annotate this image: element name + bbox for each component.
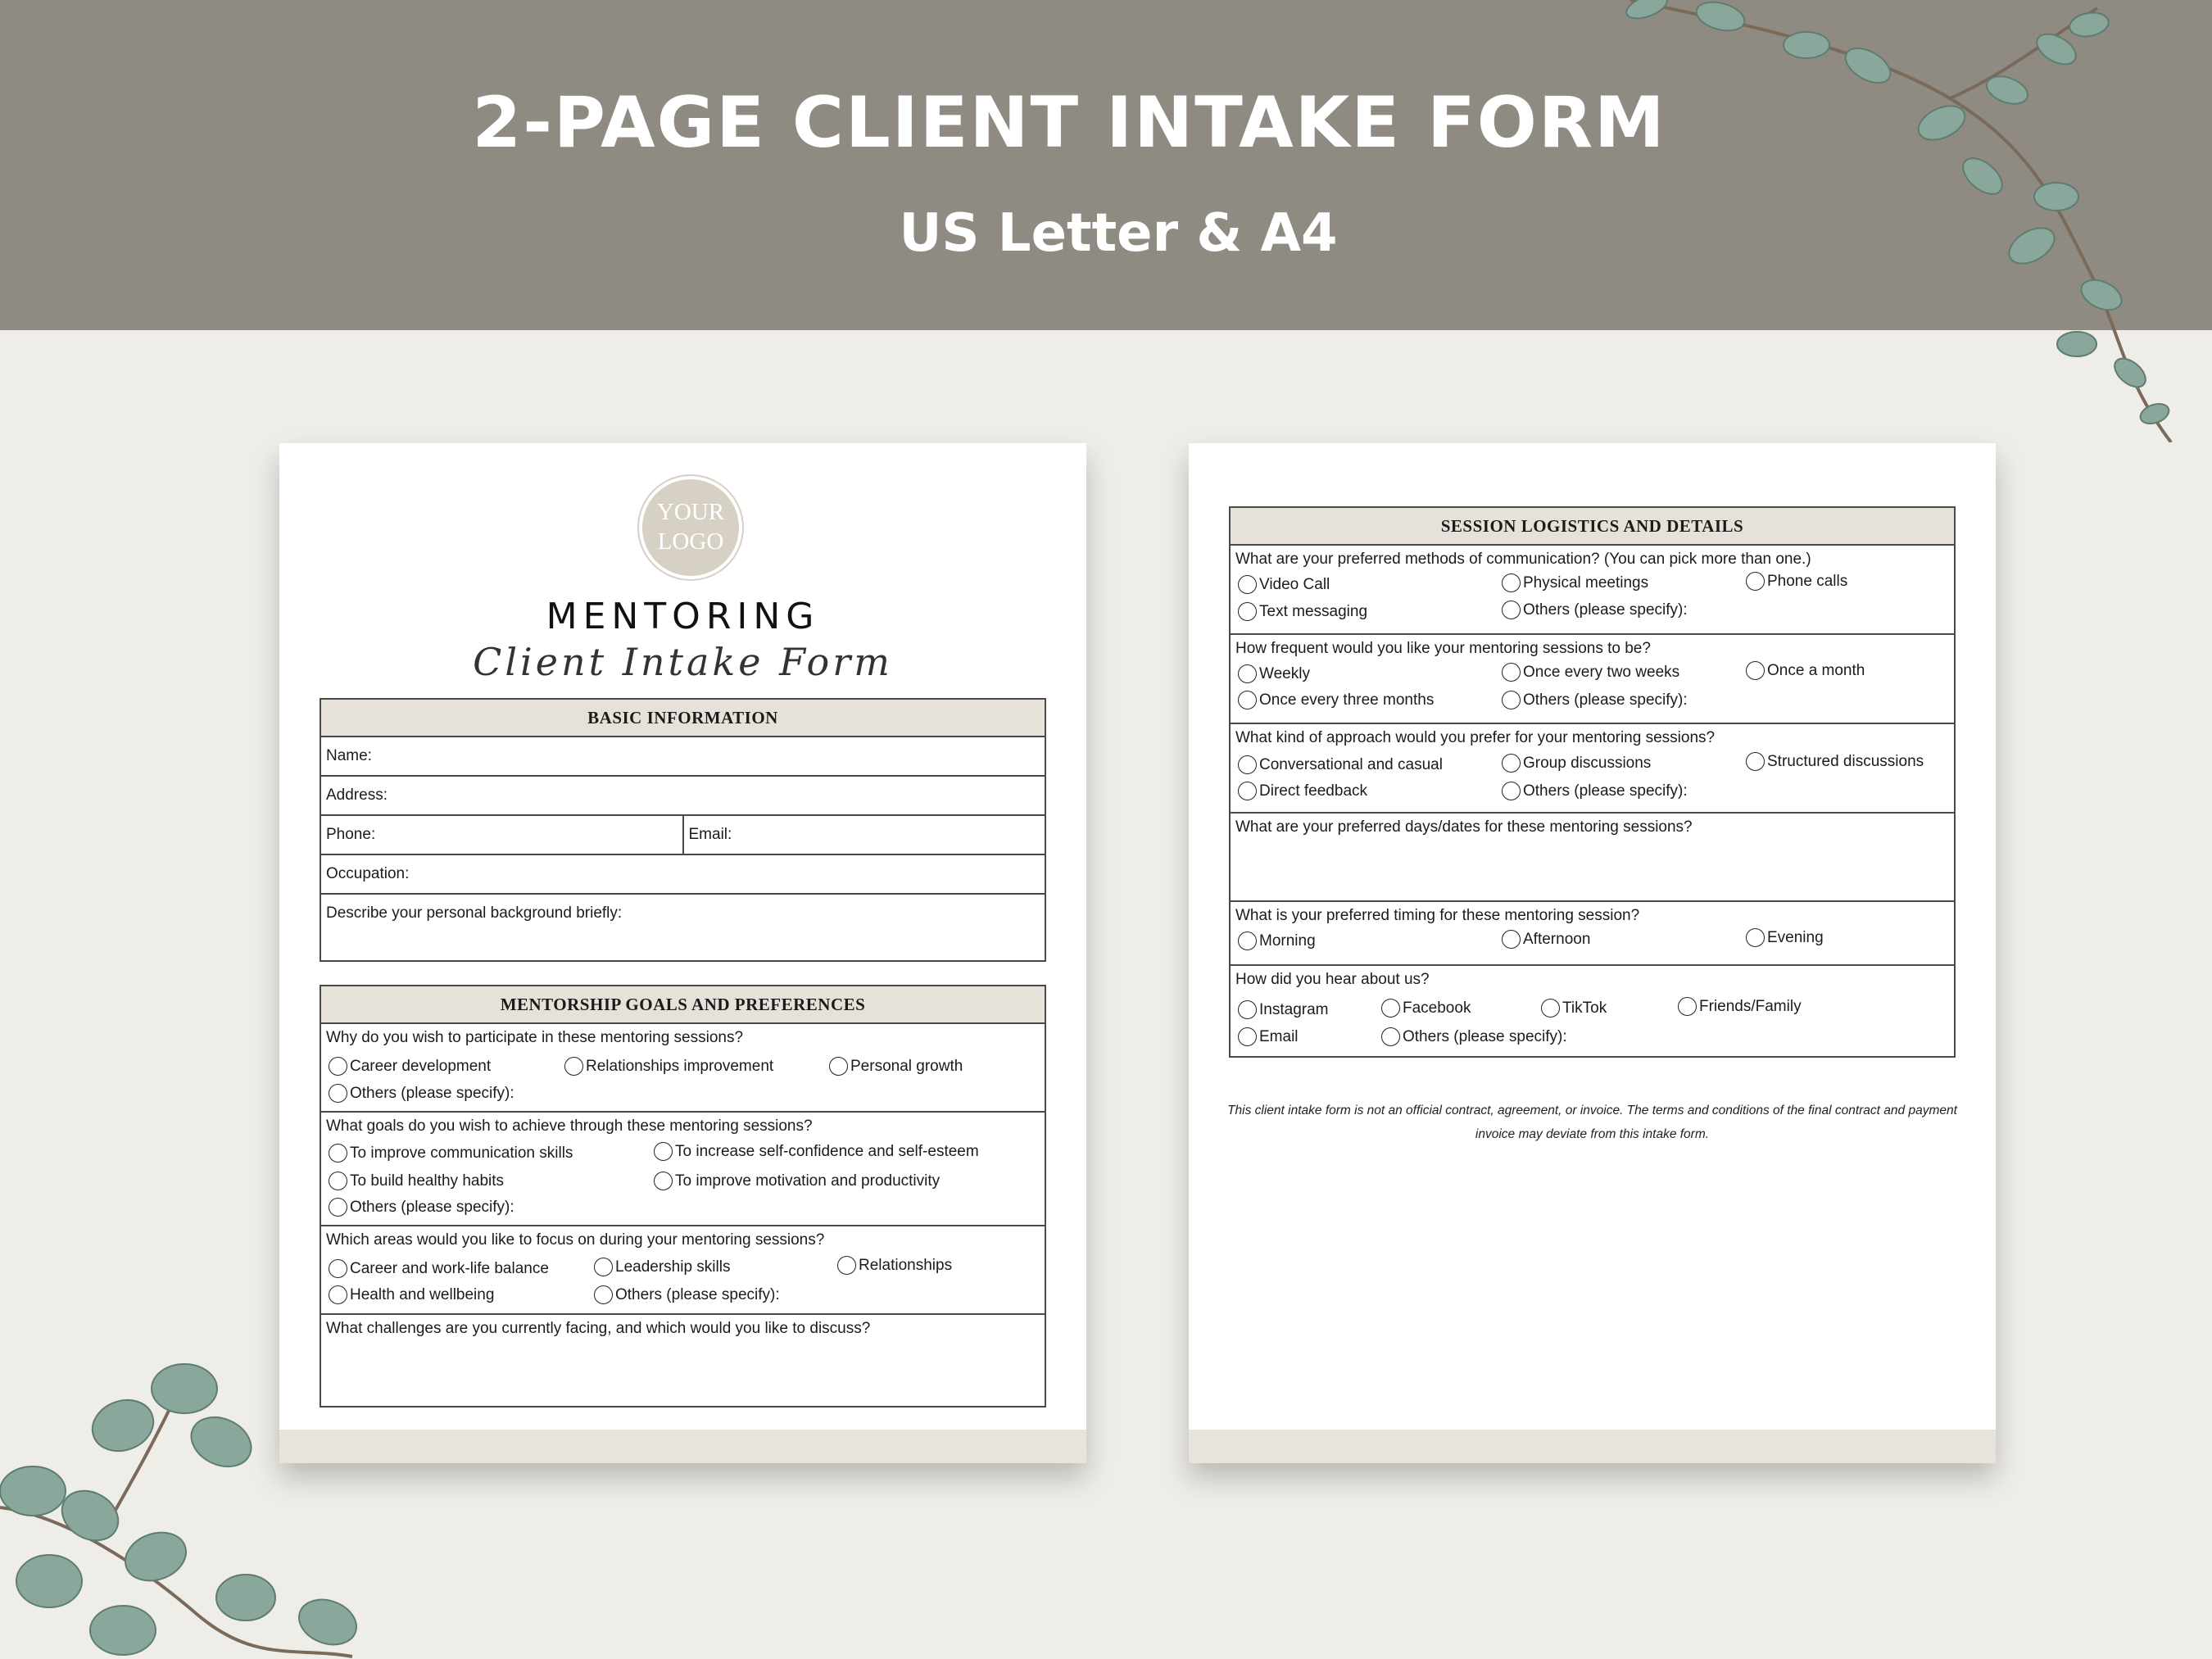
question-communication-methods (1231, 546, 1954, 635)
option-healthy-habits[interactable]: To build healthy habits (329, 1172, 504, 1190)
option-structured-discussions[interactable]: Structured discussions (1746, 752, 1924, 771)
option-morning[interactable]: Morning (1238, 931, 1316, 950)
radio-button[interactable] (1238, 931, 1257, 950)
question-text: Which areas would you like to focus on during your mentoring sessions? (326, 1231, 825, 1249)
radio-button[interactable] (1238, 782, 1257, 800)
intake-form-page-1 (279, 443, 1086, 1463)
banner-subtitle: US Letter & A4 (899, 203, 1338, 264)
option-career-development[interactable]: Career development (329, 1057, 491, 1076)
radio-button[interactable] (1238, 1000, 1257, 1019)
radio-button[interactable] (329, 1198, 347, 1217)
question-hear-about-us (1231, 966, 1954, 1056)
option-leadership-skills[interactable]: Leadership skills (594, 1258, 730, 1276)
address-row (321, 777, 1045, 816)
option-afternoon[interactable]: Afternoon (1502, 930, 1590, 949)
option-career-work-life[interactable]: Career and work-life balance (329, 1259, 549, 1278)
banner-title: 2-PAGE CLIENT INTAKE FORM (472, 82, 1666, 164)
section-header: SESSION LOGISTICS AND DETAILS (1231, 508, 1954, 546)
question-text: What goals do you wish to achieve through these mentoring sessions? (326, 1117, 813, 1135)
option-relationships[interactable]: Relationships (837, 1256, 952, 1275)
option-instagram[interactable]: Instagram (1238, 1000, 1328, 1019)
logo-placeholder (639, 476, 742, 579)
option-tiktok[interactable]: TikTok (1541, 999, 1607, 1018)
option-evening[interactable]: Evening (1746, 928, 1824, 947)
question-challenges[interactable] (321, 1315, 1045, 1404)
name-field[interactable]: Name: (326, 747, 372, 764)
radio-button[interactable] (1502, 691, 1521, 709)
option-weekly[interactable]: Weekly (1238, 664, 1310, 683)
background-row (321, 895, 1045, 959)
contact-row (321, 816, 1045, 855)
phone-field[interactable]: Phone: (326, 826, 376, 843)
option-direct-feedback[interactable]: Direct feedback (1238, 782, 1367, 800)
question-goals-to-achieve (321, 1113, 1045, 1226)
radio-button[interactable] (329, 1057, 347, 1076)
option-personal-growth[interactable]: Personal growth (829, 1057, 963, 1076)
option-physical-meetings[interactable]: Physical meetings (1502, 573, 1648, 592)
question-text: Why do you wish to participate in these mentoring sessions? (326, 1029, 744, 1046)
address-field[interactable]: Address: (326, 786, 388, 804)
question-why-participate (321, 1024, 1045, 1113)
option-others[interactable]: Others (please specify): (1502, 601, 1688, 619)
radio-button[interactable] (1502, 754, 1521, 773)
question-preferred-days[interactable] (1231, 814, 1954, 902)
eucalyptus-leaves-top-icon (1598, 0, 2212, 442)
option-text-messaging[interactable]: Text messaging (1238, 602, 1367, 621)
basic-information-section (320, 698, 1046, 962)
option-every-two-weeks[interactable]: Once every two weeks (1502, 663, 1679, 682)
name-row (321, 737, 1045, 777)
question-preferred-timing (1231, 902, 1954, 966)
option-others[interactable]: Others (please specify): (329, 1198, 514, 1217)
radio-button[interactable] (1746, 752, 1765, 771)
radio-button[interactable] (329, 1144, 347, 1163)
radio-button[interactable] (1746, 928, 1765, 947)
option-video-call[interactable]: Video Call (1238, 575, 1330, 594)
intake-form-page-2 (1189, 443, 1996, 1463)
option-facebook[interactable]: Facebook (1381, 999, 1471, 1018)
question-approach (1231, 724, 1954, 814)
question-text: What challenges are you currently facing, and which would you like to discuss? (326, 1320, 871, 1337)
radio-button[interactable] (1238, 664, 1257, 683)
option-others[interactable]: Others (please specify): (329, 1084, 514, 1103)
occupation-row (321, 855, 1045, 895)
question-text: What kind of approach would you prefer for your mentoring sessions? (1235, 729, 1716, 746)
radio-button[interactable] (1238, 755, 1257, 774)
option-others[interactable]: Others (please specify): (1502, 782, 1688, 800)
radio-button[interactable] (1381, 999, 1400, 1018)
option-others[interactable]: Others (please specify): (1502, 691, 1688, 709)
option-others[interactable]: Others (please specify): (594, 1285, 780, 1304)
option-health-wellbeing[interactable]: Health and wellbeing (329, 1285, 494, 1304)
question-text: What is your preferred timing for these mentoring session? (1235, 907, 1640, 924)
option-relationships-improvement[interactable]: Relationships improvement (564, 1057, 773, 1076)
form-subtitle: Client Intake Form (473, 640, 893, 684)
radio-button[interactable] (329, 1259, 347, 1278)
radio-button[interactable] (1502, 663, 1521, 682)
logo-text: YOUR LOGO (656, 499, 725, 555)
option-others[interactable]: Others (please specify): (1381, 1027, 1567, 1046)
radio-button[interactable] (1746, 572, 1765, 591)
radio-button[interactable] (654, 1142, 673, 1161)
session-logistics-section (1229, 506, 1956, 1058)
radio-button[interactable] (1238, 575, 1257, 594)
question-text: What are your preferred methods of communication? (You can pick more than one.) (1235, 551, 1811, 568)
option-friends-family[interactable]: Friends/Family (1678, 997, 1802, 1016)
radio-button[interactable] (829, 1057, 848, 1076)
radio-button[interactable] (837, 1256, 856, 1275)
option-once-a-month[interactable]: Once a month (1746, 661, 1865, 680)
page-footer-strip (279, 1430, 1086, 1463)
occupation-field[interactable]: Occupation: (326, 865, 410, 882)
radio-button[interactable] (329, 1172, 347, 1190)
question-text: How did you hear about us? (1235, 971, 1430, 988)
radio-button[interactable] (329, 1084, 347, 1103)
radio-button[interactable] (594, 1258, 613, 1276)
radio-button[interactable] (1502, 601, 1521, 619)
option-motivation-productivity[interactable]: To improve motivation and productivity (654, 1172, 940, 1190)
option-email[interactable]: Email (1238, 1027, 1299, 1046)
radio-button[interactable] (1678, 997, 1697, 1016)
radio-button[interactable] (1541, 999, 1560, 1018)
question-text: How frequent would you like your mentoring sessions to be? (1235, 640, 1651, 657)
option-every-three-months[interactable]: Once every three months (1238, 691, 1434, 709)
radio-button[interactable] (1238, 691, 1257, 709)
radio-button[interactable] (564, 1057, 583, 1076)
email-field[interactable]: Email: (682, 816, 1045, 854)
radio-button[interactable] (1746, 661, 1765, 680)
radio-button[interactable] (1502, 782, 1521, 800)
option-communication-skills[interactable]: To improve communication skills (329, 1144, 573, 1163)
radio-button[interactable] (1238, 1027, 1257, 1046)
question-focus-areas (321, 1226, 1045, 1315)
radio-button[interactable] (329, 1285, 347, 1304)
option-self-confidence[interactable]: To increase self-confidence and self-esteem (654, 1142, 979, 1161)
form-title: MENTORING (546, 596, 820, 637)
question-session-frequency (1231, 635, 1954, 724)
section-header: BASIC INFORMATION (321, 700, 1045, 737)
question-text: What are your preferred days/dates for these mentoring sessions? (1235, 818, 1693, 836)
background-field[interactable]: Describe your personal background briefly: (326, 904, 623, 922)
radio-button[interactable] (1381, 1027, 1400, 1046)
page-footer-strip (1189, 1430, 1996, 1463)
disclaimer-text: This client intake form is not an official contract, agreement, or invoice. The terms and conditions of the final contract and payment invoice may deviate from this intake form. (1227, 1104, 1957, 1141)
radio-button[interactable] (594, 1285, 613, 1304)
radio-button[interactable] (1502, 930, 1521, 949)
option-conversational[interactable]: Conversational and casual (1238, 755, 1443, 774)
radio-button[interactable] (1238, 602, 1257, 621)
option-group-discussions[interactable]: Group discussions (1502, 754, 1651, 773)
radio-button[interactable] (654, 1172, 673, 1190)
option-phone-calls[interactable]: Phone calls (1746, 572, 1847, 591)
mentorship-goals-section (320, 985, 1046, 1407)
section-header: MENTORSHIP GOALS AND PREFERENCES (321, 986, 1045, 1024)
radio-button[interactable] (1502, 573, 1521, 592)
